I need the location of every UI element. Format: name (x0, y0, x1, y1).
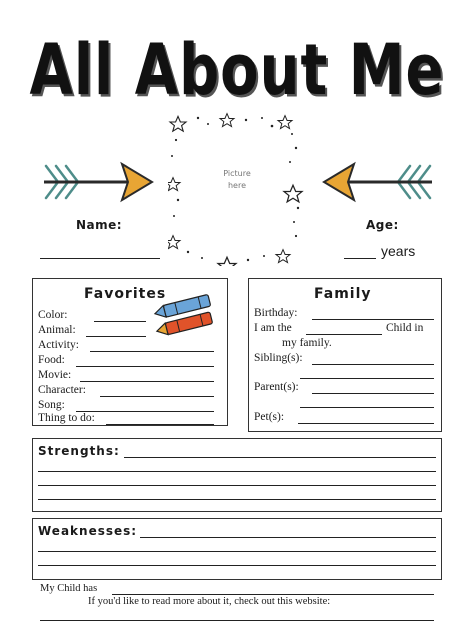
page-title: All About Me (29, 30, 445, 112)
birth-order-line[interactable] (306, 334, 382, 335)
favorite-thing-line[interactable] (106, 424, 214, 425)
child-in-label: Child in (386, 322, 424, 334)
name-line[interactable] (40, 258, 160, 259)
family-title: Family (314, 286, 372, 302)
favorite-animal-label: Animal: (38, 324, 76, 336)
birthday-line[interactable] (312, 319, 434, 320)
favorite-color-label: Color: (38, 309, 68, 321)
pets-label: Pet(s): (254, 411, 285, 423)
i-am-the-label: I am the (254, 322, 292, 334)
birthday-label: Birthday: (254, 307, 298, 319)
arrow-right-icon (40, 160, 156, 204)
pets-line[interactable] (298, 423, 434, 424)
crayon-icon (150, 290, 222, 340)
siblings-line-1[interactable] (312, 364, 434, 365)
age-line[interactable] (344, 258, 376, 259)
picture-label-line1: Picture (223, 169, 251, 178)
parents-line-1[interactable] (312, 393, 434, 394)
favorite-movie-line[interactable] (80, 381, 214, 382)
weaknesses-title: Weaknesses: (38, 524, 138, 538)
strengths-line-3[interactable] (38, 485, 436, 486)
favorite-color-line[interactable] (94, 321, 146, 322)
parents-label: Parent(s): (254, 381, 299, 393)
weaknesses-line-3[interactable] (38, 565, 436, 566)
favorite-movie-label: Movie: (38, 369, 72, 381)
favorite-activity-line[interactable] (90, 351, 214, 352)
strengths-line-4[interactable] (38, 499, 436, 500)
my-family-label: my family. (282, 337, 332, 349)
favorite-activity-label: Activity: (38, 339, 79, 351)
arrow-left-icon (320, 160, 436, 204)
favorite-song-label: Song: (38, 399, 65, 411)
favorites-title: Favorites (84, 286, 167, 302)
website-line[interactable] (40, 620, 434, 621)
weaknesses-line-1[interactable] (140, 537, 436, 538)
favorite-song-line[interactable] (76, 411, 214, 412)
child-has-line[interactable] (112, 594, 434, 595)
name-label: Name: (76, 218, 123, 232)
parents-line-2[interactable] (300, 407, 434, 408)
favorite-thing-label: Thing to do: (38, 412, 95, 424)
favorite-animal-line[interactable] (86, 336, 146, 337)
siblings-line-2[interactable] (300, 378, 434, 379)
favorite-character-line[interactable] (100, 396, 214, 397)
years-label: years (381, 243, 416, 259)
favorite-food-line[interactable] (76, 366, 214, 367)
strengths-line-1[interactable] (124, 457, 436, 458)
favorite-character-label: Character: (38, 384, 86, 396)
website-prompt: If you'd like to read more about it, check out this website: (88, 596, 331, 607)
picture-label-line2: here (227, 181, 247, 190)
siblings-label: Sibling(s): (254, 352, 303, 364)
strengths-line-2[interactable] (38, 471, 436, 472)
age-label: Age: (366, 218, 399, 232)
favorite-food-label: Food: (38, 354, 65, 366)
strengths-title: Strengths: (38, 444, 120, 458)
child-has-label: My Child has (40, 583, 98, 594)
weaknesses-line-2[interactable] (38, 551, 436, 552)
